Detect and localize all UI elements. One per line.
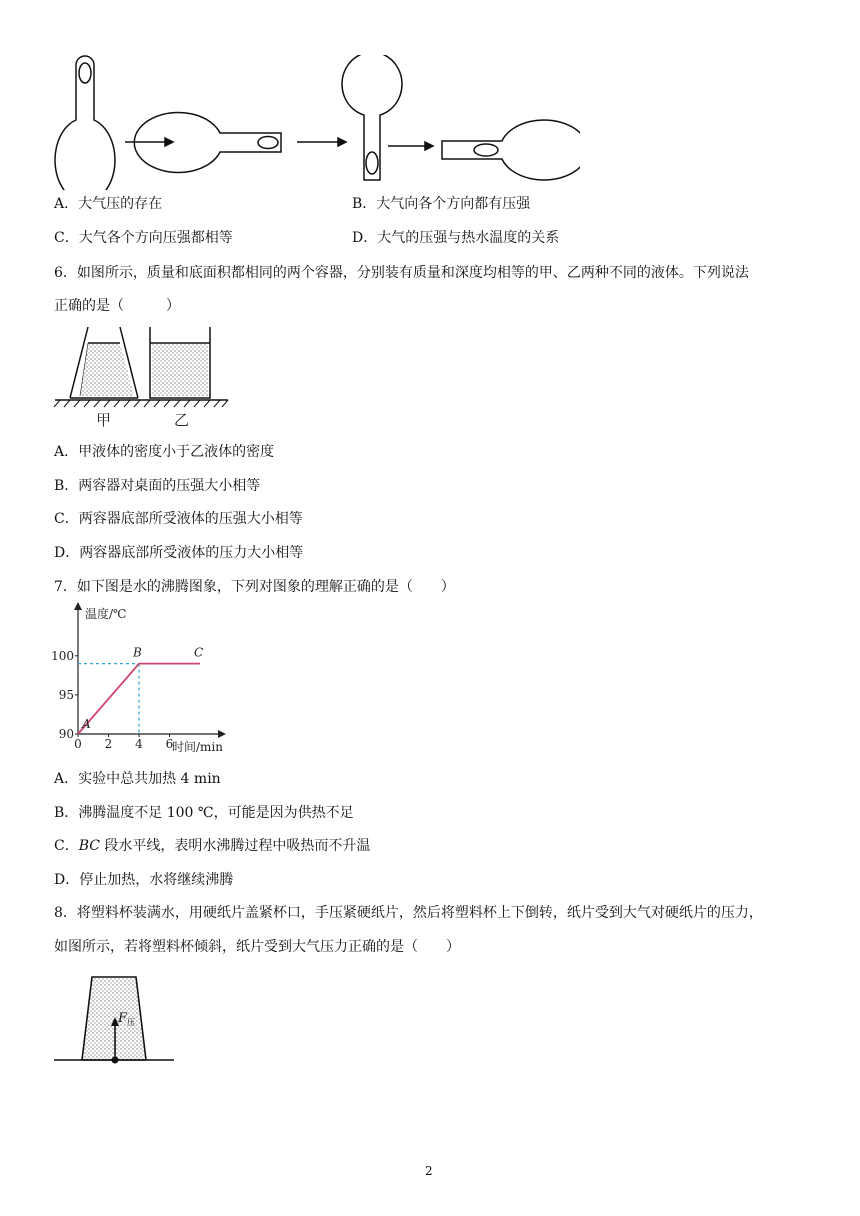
q7-stem: 7．如下图是水的沸腾图象，下列对图象的理解正确的是（ ） xyxy=(54,579,455,595)
label-yi: 乙 xyxy=(174,411,190,429)
q7-option-c-italic: BC xyxy=(78,838,100,854)
q5-option-d: D．大气的压强与热水温度的关系 xyxy=(352,230,560,246)
q6-stem-line2: 正确的是（ ） xyxy=(54,298,180,314)
q5-option-b: B．大气向各个方向都有压强 xyxy=(352,196,531,212)
label-jia: 甲 xyxy=(96,411,112,429)
q5-option-c: C．大气各个方向压强都相等 xyxy=(54,230,233,246)
x-tick-label-0: 0 xyxy=(74,737,82,751)
x-tick-label-4: 4 xyxy=(135,737,143,751)
q6-option-a: A．甲液体的密度小于乙液体的密度 xyxy=(54,444,275,460)
q7-option-c-prefix: C． xyxy=(54,838,79,854)
series-line xyxy=(78,664,200,734)
x-axis-label: 时间/min xyxy=(172,740,223,754)
cup-figure xyxy=(52,972,177,1067)
y-tick-label-90: 90 xyxy=(58,727,74,741)
q5-option-a: A．大气压的存在 xyxy=(54,196,163,212)
page-number: 2 xyxy=(425,1164,433,1178)
x-tick-label-2: 2 xyxy=(104,737,113,751)
q7-option-c-rest: 段水平线，表明水沸腾过程中吸热而不升温 xyxy=(99,838,371,854)
point-label-a: A xyxy=(82,717,91,731)
point-label-b: B xyxy=(133,645,142,660)
q6-option-c: C．两容器底部所受液体的压强大小相等 xyxy=(54,511,303,527)
x-axis-arrow xyxy=(218,730,226,738)
boiling-chart xyxy=(50,600,250,760)
q6-stem-line1: 6．如图所示，质量和底面积都相同的两个容器，分别装有质量和深度均相等的甲、乙两种不同的液体。下列说法 xyxy=(54,265,749,281)
force-label-sub: 压 xyxy=(127,1018,136,1027)
force-label-f: F xyxy=(118,1011,128,1026)
containers-figure xyxy=(50,322,235,432)
point-label-c: C xyxy=(194,645,204,660)
y-axis-arrow xyxy=(74,602,82,610)
y-axis-label: 温度/℃ xyxy=(85,607,127,621)
q7-option-a: A．实验中总共加热 4 min xyxy=(54,771,221,787)
x-tick-label-6: 6 xyxy=(165,737,174,751)
q7-option-d: D．停止加热，水将继续沸腾 xyxy=(54,872,234,888)
y-tick-label-95: 95 xyxy=(58,687,74,702)
q8-stem-line1: 8．将塑料杯装满水，用硬纸片盖紧杯口，手压紧硬纸片，然后将塑料杯上下倒转，纸片受到大气对硬纸片的压力， xyxy=(54,905,763,921)
q8-stem-line2: 如图所示，若将塑料杯倾斜，纸片受到大气压力正确的是（ ） xyxy=(54,939,460,955)
q7-option-b: B．沸腾温度不足 100 ℃，可能是因为供热不足 xyxy=(54,805,354,821)
y-tick-label-100: 100 xyxy=(51,648,74,663)
flask-sequence-figure xyxy=(40,55,580,190)
force-point xyxy=(112,1057,119,1064)
q6-option-d: D．两容器底部所受液体的压力大小相等 xyxy=(54,545,304,561)
q6-option-b: B．两容器对桌面的压强大小相等 xyxy=(54,478,261,494)
q7-option-c xyxy=(54,838,370,854)
